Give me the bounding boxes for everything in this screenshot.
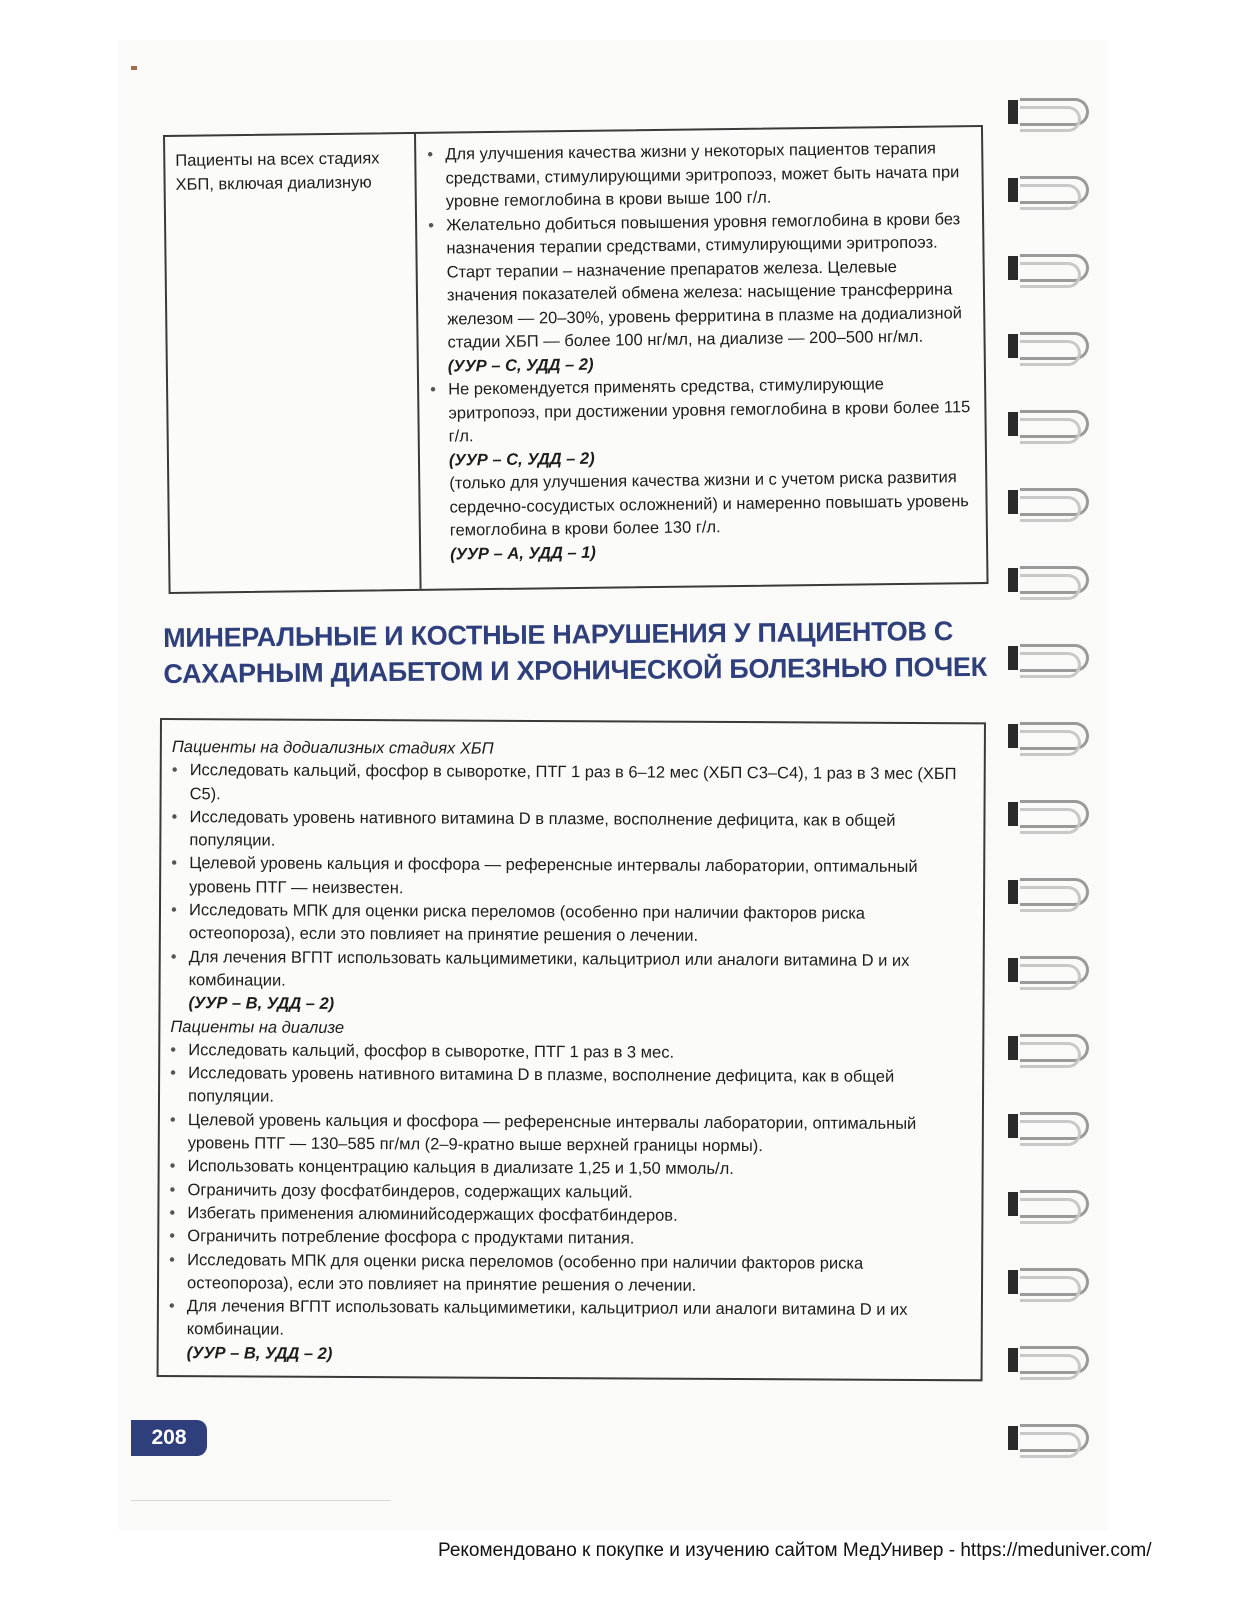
binding-ring: [1002, 714, 1086, 758]
footer-text: Рекомендовано к покупке и изучению сайтом МедУнивер - https://meduniver.com/: [438, 1540, 1152, 1561]
binding-ring: [1002, 402, 1086, 446]
binding-ring: [1002, 1338, 1086, 1382]
list-item: • Исследовать МПК для оценки риска переломов (особенно при наличии факторов риска остеопороза), если это повлияет на принятие решения о лечении.: [169, 1249, 969, 1300]
margin-mark: [131, 66, 137, 70]
list-item: • Ограничить дозу фосфатбиндеров, содержащих кальций.: [169, 1179, 969, 1206]
binding-ring: [1002, 792, 1086, 836]
mineral-bone-box: [157, 718, 986, 1381]
binding-ring: [1002, 1260, 1086, 1304]
patient-group-cell: Пациенты на всех стадиях ХБП, включая диализную: [175, 149, 380, 194]
binding-ring: [1002, 480, 1086, 524]
list-item: • Исследовать кальций, фосфор в сыворотке, ПТГ 1 раз в 3 мес.: [170, 1039, 970, 1066]
list-item: • Использовать концентрацию кальция в диализате 1,25 и 1,50 ммоль/л.: [170, 1155, 970, 1182]
binding-ring: [1002, 1104, 1086, 1148]
binding-ring: [1002, 324, 1086, 368]
recommendation-item: • Не рекомендуется применять средства, стимулирующие эритропоэз, при достижении уровня гемоглобина в крови более 115 г/л.: [430, 372, 971, 449]
table-column-divider: [414, 134, 422, 589]
binding-ring: [1002, 168, 1086, 212]
binding-ring: [1002, 636, 1086, 680]
recommendation-item: • Для улучшения качества жизни у некоторых пациентов терапия средствами, стимулирующими эритропоэз, может быть начата при уровне гемоглобина в крови выше 100 г/л.: [427, 137, 968, 214]
subheading-dialysis: Пациенты на диализе: [170, 1017, 345, 1037]
list-item: • Для лечения ВГПТ использовать кальцимиметики, кальцитриол или аналоги витамина D и их комбинации.: [169, 1295, 969, 1346]
box-content: [169, 736, 972, 1369]
evidence-level: (УУР – С, УДД – 2): [448, 449, 595, 470]
binding-ring: [1002, 90, 1086, 134]
list-item: • Избегать применения алюминийсодержащих фосфатбиндеров.: [169, 1202, 969, 1229]
binding-ring: [1002, 870, 1086, 914]
list-item: • Для лечения ВГПТ использовать кальцимиметики, кальцитриол или аналоги витамина D и их комбинации.: [171, 946, 971, 997]
list-item: • Целевой уровень кальция и фосфора — референсные интервалы лаборатории, оптимальный уровень ПТГ — 130–585 пг/мл (2–9-кратно выше верхней границы нормы).: [170, 1109, 970, 1160]
recommendations-cell: [427, 137, 972, 567]
binding-ring: [1002, 948, 1086, 992]
binding-ring: [1002, 246, 1086, 290]
evidence-level: (УУР – С, УДД – 2): [447, 355, 594, 376]
evidence-level: (УУР – В, УДД – 2): [188, 994, 335, 1014]
recommendations-table: [163, 125, 989, 594]
list-item: • Исследовать уровень нативного витамина D в плазме, восполнение дефицита, как в общей популяции.: [171, 806, 971, 857]
footer-divider: [131, 1500, 391, 1501]
list-item: • Целевой уровень кальция и фосфора — референсные интервалы лаборатории, оптимальный уровень ПТГ — неизвестен.: [171, 853, 971, 904]
binding-ring: [1002, 558, 1086, 602]
spiral-binding: [1002, 90, 1102, 1510]
list-item: • Исследовать уровень нативного витамина D в плазме, восполнение дефицита, как в общей популяции.: [170, 1062, 970, 1113]
evidence-level: (УУР – В, УДД – 2): [186, 1343, 333, 1363]
binding-ring: [1002, 1182, 1086, 1226]
list-item: • Исследовать МПК для оценки риска переломов (особенно при наличии факторов риска остеопороза), если это повлияет на принятие решения о лечении.: [171, 899, 971, 950]
evidence-level: (УУР – А, УДД – 1): [450, 543, 596, 564]
recommendation-item: • Желательно добиться повышения уровня гемоглобина в крови без назначения терапии средствами, стимулирующими эритропоэз. Старт терапии – назначение препаратов железа. Целевые значения показателей обмена железа: насыщение трансферрина железом — 20–30%, уровень ферритина в плазме на додиализной стадии ХБП — более 100 нг/мл, на диализе — 200–500 нг/мл.: [428, 208, 970, 356]
recommendation-note: (только для улучшения качества жизни и с учетом риска развития сердечно-сосудистых осложнений) и намеренно повышать уровень гемоглобина в крови более 130 г/л.: [449, 468, 969, 540]
binding-ring: [1002, 1416, 1086, 1460]
list-item: • Исследовать кальций, фосфор в сыворотке, ПТГ 1 раз в 6–12 мес (ХБП С3–С4), 1 раз в 3 мес (ХБП С5).: [172, 759, 972, 810]
subheading-predialysis: Пациенты на додиализных стадиях ХБП: [171, 738, 494, 758]
binding-ring: [1002, 1026, 1086, 1070]
section-heading: МИНЕРАЛЬНЫЕ И КОСТНЫЕ НАРУШЕНИЯ У ПАЦИЕНТОВ С САХАРНЫМ ДИАБЕТОМ И ХРОНИЧЕСКОЙ БОЛЕЗНЬЮ ПОЧЕК: [163, 616, 987, 689]
page-number-badge: 208: [131, 1420, 207, 1456]
list-item: • Ограничить потребление фосфора с продуктами питания.: [169, 1225, 969, 1252]
